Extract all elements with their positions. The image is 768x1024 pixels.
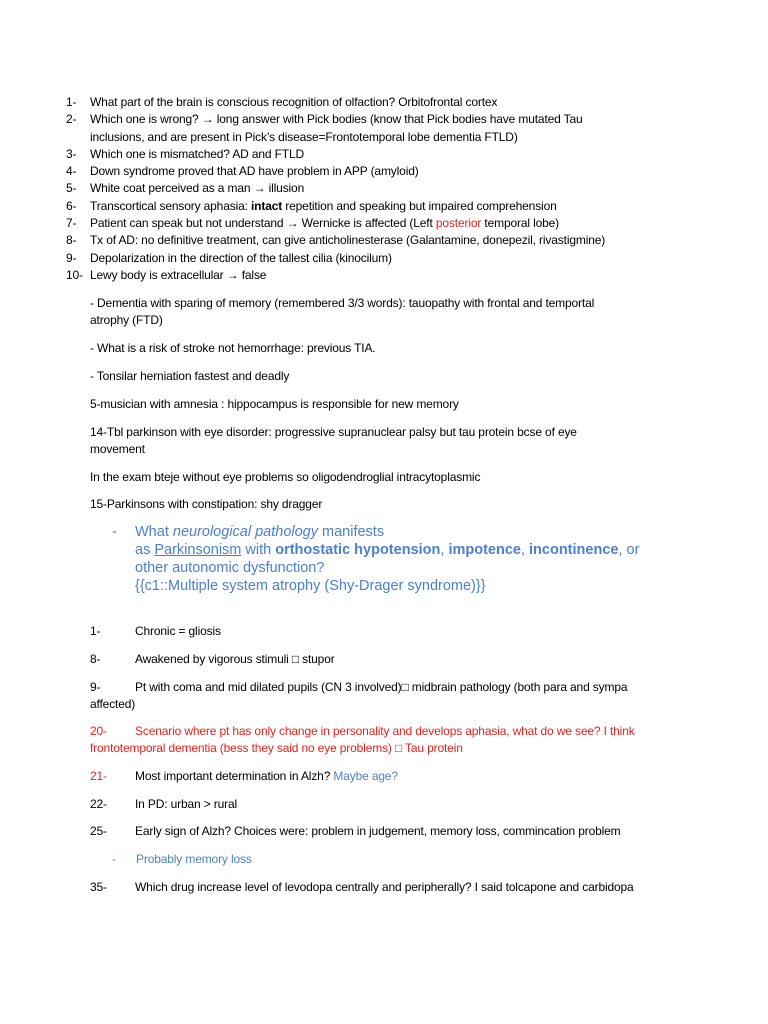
list-text: Lewy body is extracellular → false xyxy=(90,267,267,282)
list-text: Which drug increase level of levodopa centrally and peripherally? I said tolcapone and carbidopa xyxy=(135,880,634,894)
list-number: 3- xyxy=(66,146,77,161)
list-number: 8- xyxy=(66,233,77,248)
list-item xyxy=(66,180,746,197)
list-number: 10- xyxy=(66,267,83,282)
list-item xyxy=(90,651,690,668)
list-text: frontotemporal dementia (bess they said no eye problems) □ Tau protein xyxy=(90,741,463,756)
note-line: - Dementia with sparing of memory (remembered 3/3 words): tauopathy with frontal and temportal xyxy=(90,296,595,310)
blue-text: Maybe age? xyxy=(333,769,398,783)
list-item xyxy=(90,679,700,714)
list-number: 1- xyxy=(66,95,77,109)
sub-bullet xyxy=(112,851,672,868)
list-text: Early sign of Alzh? Choices were: problem in judgement, memory loss, commincation problem xyxy=(135,824,621,838)
list-item xyxy=(66,94,746,111)
text-run: What xyxy=(135,524,173,540)
flashcard-text xyxy=(135,523,672,595)
list-text: Depolarization in the direction of the tallest cilia (kinocilum) xyxy=(90,250,392,265)
note-paragraph: - What is a risk of stroke not hemorrhage: previous TIA. xyxy=(90,341,376,355)
list-text-line: inclusions, and are present in Pick’s disease=Frontotemporal lobe dementia FTLD) xyxy=(90,129,518,144)
list-item xyxy=(66,111,746,146)
cloze-answer: {{c1::Multiple system atrophy (Shy-Drager syndrome)}} xyxy=(135,578,486,594)
text-run: , xyxy=(440,542,449,558)
note-line: atrophy (FTD) xyxy=(90,313,163,328)
list-number: 9- xyxy=(66,250,77,265)
bold-text: orthostatic hypotension xyxy=(275,542,441,558)
list-number: 1- xyxy=(90,624,101,638)
list-text: Awakened by vigorous stimuli □ stupor xyxy=(135,652,335,666)
list-item xyxy=(90,879,710,896)
bullet-dash: - xyxy=(112,852,116,866)
bold-text: impotence xyxy=(448,542,521,558)
underlined-text: Parkinsonism xyxy=(154,542,242,558)
text-run: other autonomic dysfunction? xyxy=(135,560,325,576)
list-number: 9- xyxy=(90,680,101,694)
list-text: Chronic = gliosis xyxy=(135,624,221,638)
note-paragraph: - Tonsilar herniation fastest and deadly xyxy=(90,369,290,383)
list-item xyxy=(90,796,690,813)
list-number: 5- xyxy=(66,181,77,196)
list-item xyxy=(66,198,746,215)
list-number: 20- xyxy=(90,724,107,738)
list-text: Scenario where pt has only change in personality and develops aphasia, what do we see? I think xyxy=(135,724,635,738)
sub-bullet-text: Probably memory loss xyxy=(136,852,252,866)
list-item xyxy=(66,267,746,284)
list-item xyxy=(66,232,746,249)
text-run: Patient can speak but not understand → Wernicke is affected (Left xyxy=(90,216,436,231)
list-text: In PD: urban > rural xyxy=(135,797,238,811)
list-item xyxy=(90,723,700,758)
list-text: Most important determination in Alzh? xyxy=(135,769,334,783)
italic-text: neurological pathology xyxy=(172,524,318,540)
list-number: 21- xyxy=(90,769,107,783)
list-item xyxy=(90,823,710,840)
list-item xyxy=(66,163,746,180)
list-number: 35- xyxy=(90,880,107,894)
note-paragraph: 5-musician with amnesia : hippocampus is responsible for new memory xyxy=(90,397,459,411)
red-text: posterior xyxy=(435,216,482,231)
note-paragraph: 15-Parkinsons with constipation: shy dragger xyxy=(90,497,323,511)
list-item xyxy=(66,146,746,163)
text-run: repetition and speaking but impaired comprehension xyxy=(282,198,557,213)
list-number: 25- xyxy=(90,824,107,838)
list-text xyxy=(90,198,746,215)
text-run: , xyxy=(520,542,530,558)
text-run: Transcortical sensory aphasia: xyxy=(90,198,251,213)
list-item xyxy=(66,215,746,232)
list-text: White coat perceived as a man → illusion xyxy=(90,181,305,196)
list-text: What part of the brain is conscious recognition of olfaction? Orbitofrontal cortex xyxy=(90,95,498,109)
bullet-dash: - xyxy=(112,524,117,540)
list-number: 2- xyxy=(66,112,77,127)
note-line: 14-Tbl parkinson with eye disorder: progressive supranuclear palsy but tau protein bcse of eye xyxy=(90,425,577,439)
list-text: Down syndrome proved that AD have problem in APP (amyloid) xyxy=(90,164,419,179)
list-number: 22- xyxy=(90,797,107,811)
text-run: with xyxy=(241,542,276,558)
list-item xyxy=(66,250,746,267)
list-number: 8- xyxy=(90,652,101,666)
list-text xyxy=(90,111,746,146)
text-run: , or xyxy=(618,542,640,558)
note-paragraph xyxy=(90,295,690,330)
flashcard-bullet xyxy=(112,523,672,595)
list-text xyxy=(90,215,746,232)
list-item xyxy=(90,768,690,785)
numbered-list xyxy=(66,94,746,284)
list-number: 7- xyxy=(66,216,77,231)
text-run: manifests xyxy=(317,524,385,540)
list-text: affected) xyxy=(90,697,136,712)
note-line: movement xyxy=(90,442,145,457)
list-text-line: Which one is wrong? → long answer with Pick bodies (know that Pick bodies have mutated Tau xyxy=(90,112,583,127)
note-paragraph: In the exam bteje without eye problems so oligodendroglial intracytoplasmic xyxy=(90,470,481,484)
list-number: 4- xyxy=(66,164,77,179)
list-item xyxy=(90,623,690,640)
list-number: 6- xyxy=(66,198,77,213)
list-text: Pt with coma and mid dilated pupils (CN 3 involved)□ midbrain pathology (both para and sympa xyxy=(135,680,628,694)
text-run: temporal lobe) xyxy=(481,216,560,231)
bold-text: intact xyxy=(250,198,283,213)
list-text: Tx of AD: no definitive treatment, can give anticholinesterase (Galantamine, donepezil, rivastigmine) xyxy=(90,233,606,248)
text-run: as xyxy=(135,542,155,558)
list-text: Which one is mismatched? AD and FTLD xyxy=(90,146,305,161)
bold-text: incontinence xyxy=(529,542,619,558)
note-paragraph xyxy=(90,424,690,459)
